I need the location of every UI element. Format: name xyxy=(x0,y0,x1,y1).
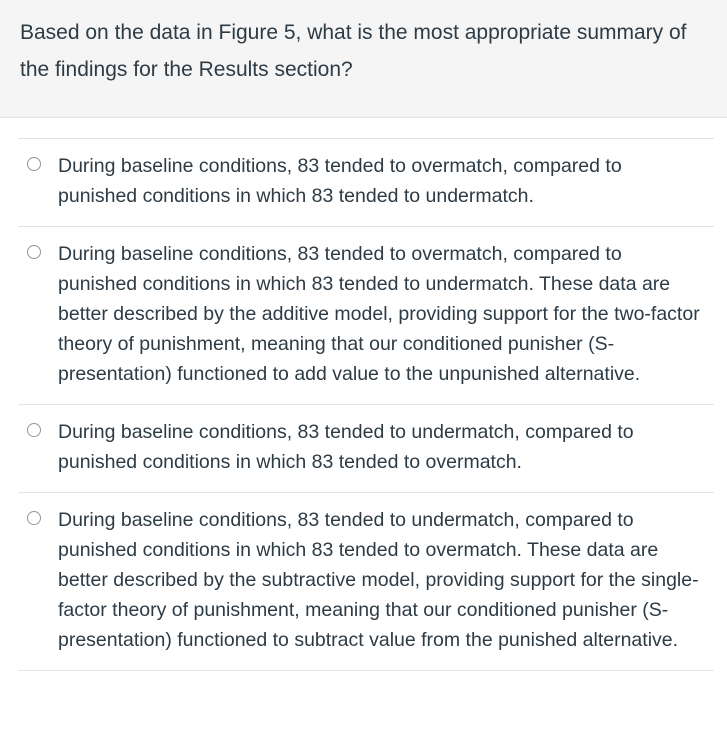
answer-label: During baseline conditions, 83 tended to overmatch, compared to punished conditions in which 83 tended to undermatch. These data are better described by the additive model, providing support for the two-factor theory of punishment, meaning that our conditioned punisher (S- presentation) functioned to add value to the unpunished alternative. xyxy=(58,243,700,385)
question-text: Based on the data in Figure 5, what is the most appropriate summary of the findings for the Results section? xyxy=(20,21,687,81)
radio-button[interactable] xyxy=(27,157,41,171)
answer-label: During baseline conditions, 83 tended to overmatch, compared to punished conditions in which 83 tended to undermatch. xyxy=(58,155,622,207)
answer-list xyxy=(18,138,714,671)
radio-button[interactable] xyxy=(27,245,41,259)
answer-option-4[interactable] xyxy=(18,493,714,671)
answer-label: During baseline conditions, 83 tended to undermatch, compared to punished conditions in which 83 tended to overmatch. These data are better described by the subtractive model, providing support for the single-factor theory of punishment, meaning that our conditioned punisher (S- presentation) functioned to subtract value from the punished alternative. xyxy=(58,509,699,651)
answer-option-1[interactable] xyxy=(18,139,714,227)
radio-button[interactable] xyxy=(27,423,41,437)
radio-button[interactable] xyxy=(27,511,41,525)
answer-option-3[interactable] xyxy=(18,405,714,493)
answer-label: During baseline conditions, 83 tended to undermatch, compared to punished conditions in which 83 tended to overmatch. xyxy=(58,421,634,473)
answer-option-2[interactable] xyxy=(18,227,714,405)
question-header xyxy=(0,0,727,118)
